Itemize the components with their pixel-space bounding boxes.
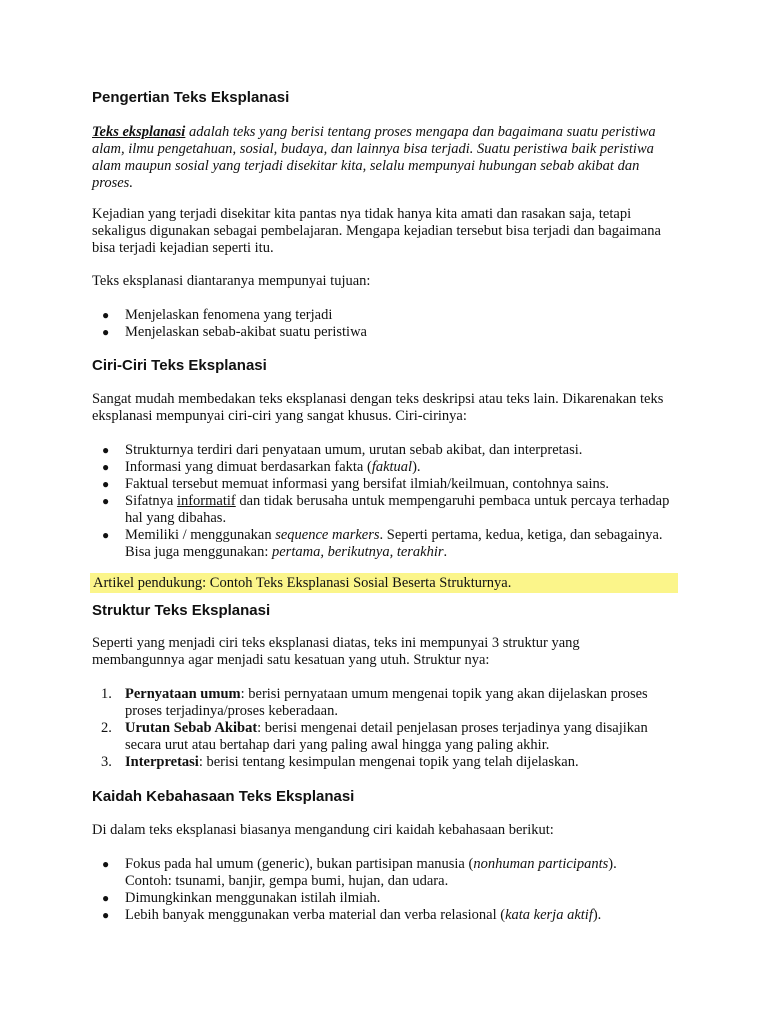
bullet-icon: ● <box>102 528 110 542</box>
list-item: ● Menjelaskan sebab-akibat suatu peristiwa <box>102 324 367 340</box>
list-item: ● Menjelaskan fenomena yang terjadi <box>102 307 333 323</box>
related-article-link[interactable]: Artikel pendukung: Contoh Teks Eksplanasi Sosial Beserta Strukturnya. <box>93 575 512 591</box>
definition-term: Teks eksplanasi <box>92 124 186 140</box>
bullet-icon: ● <box>102 908 110 922</box>
ciri-list <box>92 442 682 561</box>
list-item: ● Strukturnya terdiri dari penyataan umum, urutan sebab akibat, dan interpretasi. <box>102 442 583 458</box>
heading-struktur: Struktur Teks Eksplanasi <box>92 602 271 619</box>
list-item: 2. Urutan Sebab Akibat: berisi mengenai detail penjelasan proses terjadinya yang disajikan secara urut atau bertahap dari yang paling awal hingga yang paling akhir. <box>101 720 648 753</box>
bullet-icon: ● <box>102 477 110 491</box>
bullet-icon: ● <box>102 891 110 905</box>
definition-paragraph <box>92 124 672 192</box>
list-item: ● Fokus pada hal umum (generic), bukan partisipan manusia (nonhuman participants). Contoh: tsunami, banjir, gempa bumi, hujan, dan udara. <box>102 856 617 889</box>
bullet-icon: ● <box>102 443 110 457</box>
heading-ciri-ciri: Ciri-Ciri Teks Eksplanasi <box>92 357 267 374</box>
list-item: ● Faktual tersebut memuat informasi yang bersifat ilmiah/keilmuan, contohnya sains. <box>102 476 610 492</box>
kaidah-list <box>92 856 662 924</box>
bullet-icon: ● <box>102 325 110 339</box>
list-item: ● Sifatnya informatif dan tidak berusaha untuk mempengaruhi pembaca untuk percaya terhadap hal yang dibahas. <box>102 493 670 526</box>
tujuan-list <box>92 307 682 341</box>
paragraph-kejadian: Kejadian yang terjadi disekitar kita pantas nya tidak hanya kita amati dan rasakan saja, tetapi sekaligus digunakan sebagai pembelajaran. Mengapa kejadian tersebut bisa terjadi dan bagaimana bisa terjadi kejadian seperti itu. <box>92 206 661 256</box>
heading-pengertian: Pengertian Teks Eksplanasi <box>92 89 290 106</box>
related-article-highlight[interactable] <box>90 573 678 593</box>
bullet-icon: ● <box>102 494 110 508</box>
definition-text: adalah teks yang berisi tentang proses mengapa dan bagaimana suatu peristiwa alam, ilmu pengetahuan, sosial, budaya, dan lainnya bisa terjadi. Suatu peristiwa baik peristiwa alam maupun sosial yang terjadi disekitar kita, selalu mempunyai hubungan sebab akibat dan proses. <box>92 124 656 191</box>
list-item: ● Lebih banyak menggunakan verba material dan verba relasional (kata kerja aktif). <box>102 907 602 923</box>
list-item: 3. Interpretasi: berisi tentang kesimpulan mengenai topik yang telah dijelaskan. <box>101 754 579 770</box>
struktur-list <box>92 686 652 771</box>
paragraph-tujuan: Teks eksplanasi diantaranya mempunyai tujuan: <box>92 273 371 289</box>
list-item: ● Dimungkinkan menggunakan istilah ilmiah. <box>102 890 381 906</box>
bullet-icon: ● <box>102 857 110 871</box>
paragraph-ciri-intro: Sangat mudah membedakan teks eksplanasi dengan teks deskripsi atau teks lain. Dikarenakan teks eksplanasi mempunyai ciri-ciri yang sangat khusus. Ciri-cirinya: <box>92 391 664 424</box>
list-item: ● Informasi yang dimuat berdasarkan fakta (faktual). <box>102 459 421 475</box>
paragraph-struktur-intro: Seperti yang menjadi ciri teks eksplanasi diatas, teks ini mempunyai 3 struktur yang membangunnya agar menjadi satu kesatuan yang utuh. Struktur nya: <box>92 635 580 668</box>
heading-kaidah: Kaidah Kebahasaan Teks Eksplanasi <box>92 788 355 805</box>
bullet-icon: ● <box>102 460 110 474</box>
bullet-icon: ● <box>102 308 110 322</box>
list-item: ● Memiliki / menggunakan sequence markers. Seperti pertama, kedua, ketiga, dan sebagainya. Bisa juga menggunakan: pertama, berikutnya, terakhir. <box>102 527 663 560</box>
paragraph-kaidah-intro: Di dalam teks eksplanasi biasanya mengandung ciri kaidah kebahasaan berikut: <box>92 822 554 838</box>
list-item: 1. Pernyataan umum: berisi pernyataan umum mengenai topik yang akan dijelaskan proses proses terjadinya/proses keberadaan. <box>101 686 648 719</box>
